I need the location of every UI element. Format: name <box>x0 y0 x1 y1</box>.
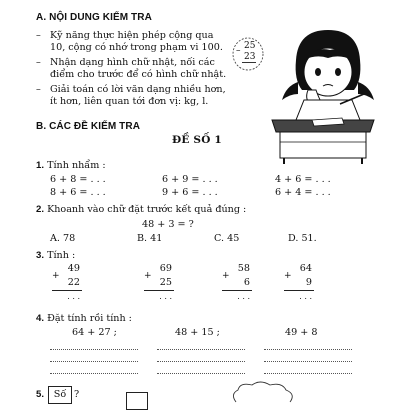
q2-problem: 48 + 3 = ? <box>142 219 194 230</box>
q4-answer-line-3b[interactable] <box>264 361 352 362</box>
q4-answer-line-1b[interactable] <box>50 361 138 362</box>
bullet-1-line2: 10, cộng có nhớ trong phạm vi 100. <box>50 42 223 53</box>
q3-column-2 <box>142 263 182 307</box>
q2-option-b[interactable]: B. 41 <box>137 233 163 244</box>
q3-1-bar <box>52 290 82 291</box>
q3-number: 3. <box>36 250 45 261</box>
q3-3-bar <box>222 290 252 291</box>
q2-option-d[interactable]: D. 51. <box>288 233 317 244</box>
q3-3-op: + <box>222 271 230 281</box>
q2-title <box>36 204 246 215</box>
side-calc-bar <box>242 62 256 63</box>
girl-at-desk-illustration <box>268 20 378 165</box>
q1-number: 1. <box>36 160 45 171</box>
q3-3-bottom: 6 <box>243 277 250 288</box>
q2-number: 2. <box>36 204 45 215</box>
bullet-2-line2: điểm cho trước để có hình chữ nhật. <box>50 69 227 80</box>
bullet-2-line1: Nhận dạng hình chữ nhật, nối các <box>50 57 215 68</box>
q3-column-1 <box>50 263 90 307</box>
q4-item-2: 48 + 15 ; <box>175 327 220 338</box>
q2-option-a[interactable]: A. 78 <box>50 233 76 244</box>
bullet-3-line1: Giải toán có lời văn dạng nhiều hơn, <box>50 84 226 95</box>
side-calc-op: – <box>236 46 241 56</box>
q4-title <box>36 313 132 324</box>
q4-answer-line-2a[interactable] <box>157 349 245 350</box>
q4-answer-line-1a[interactable] <box>50 349 138 350</box>
side-calc-top: 25 <box>244 41 256 51</box>
q1-item-3: 4 + 6 = . . . <box>275 174 331 185</box>
q2-option-c[interactable]: C. 45 <box>214 233 240 244</box>
q4-text: Đặt tính rồi tính : <box>47 313 132 324</box>
q3-2-top: 69 <box>159 263 172 274</box>
q3-1-bottom: 22 <box>67 277 80 288</box>
q3-column-4 <box>282 263 322 307</box>
q1-item-1: 6 + 8 = . . . <box>50 174 106 185</box>
q3-1-op: + <box>52 271 60 281</box>
q1-title <box>36 160 106 171</box>
q2-text: Khoanh vào chữ đặt trước kết quả đúng : <box>47 204 247 215</box>
q3-title <box>36 250 75 261</box>
q3-2-bar <box>144 290 174 291</box>
q1-item-5: 9 + 6 = . . . <box>162 187 218 198</box>
de-so-heading: ĐỀ SỐ 1 <box>172 134 222 146</box>
bullet-2: – Nhận dạng hình chữ nhật, nối các điểm cho trước để có hình chữ nhật. <box>36 57 227 80</box>
q3-2-op: + <box>144 271 152 281</box>
bullet-3: – Giải toán có lời văn dạng nhiều hơn, ít hơn, liên quan tới đơn vị: kg, l. <box>50 84 228 108</box>
q3-1-answer[interactable]: . . . <box>67 292 80 301</box>
q4-item-1: 64 + 27 ; <box>72 327 117 338</box>
side-calc-bottom: 23 <box>244 52 256 62</box>
q3-3-top: 58 <box>237 263 250 274</box>
q1-item-2: 6 + 9 = . . . <box>162 174 218 185</box>
q3-4-top: 64 <box>299 263 312 274</box>
section-a-title: A. NỘI DUNG KIỂM TRA <box>36 12 152 23</box>
q3-4-bar <box>284 290 314 291</box>
section-b-title: B. CÁC ĐỀ KIỂM TRA <box>36 121 141 132</box>
q3-text: Tính : <box>47 250 76 261</box>
q4-number: 4. <box>36 313 45 324</box>
q3-4-answer[interactable]: . . . <box>299 292 312 301</box>
q3-3-answer[interactable]: . . . <box>237 292 250 301</box>
q3-4-bottom: 9 <box>305 277 312 288</box>
q3-column-3 <box>220 263 260 307</box>
q5-so-box: Số <box>48 386 72 404</box>
bullet-1: – Kỹ năng thực hiện phép cộng qua 10, cộng có nhớ trong phạm vi 100. <box>50 30 228 54</box>
q4-answer-line-3c[interactable] <box>264 373 352 374</box>
q3-2-answer[interactable]: . . . <box>159 292 172 301</box>
q5-answer-box[interactable] <box>126 392 148 410</box>
side-calc-bubble <box>230 36 266 72</box>
q4-answer-line-2b[interactable] <box>157 361 245 362</box>
q3-1-top: 49 <box>67 263 80 274</box>
q1-item-6: 6 + 4 = . . . <box>275 187 331 198</box>
q4-answer-line-1c[interactable] <box>50 373 138 374</box>
q4-answer-line-2c[interactable] <box>157 373 245 374</box>
q5-cloud-shape <box>228 380 298 404</box>
bullet-3-line2: ít hơn, liên quan tới đơn vị: kg, l. <box>50 96 209 107</box>
q4-answer-line-3a[interactable] <box>264 349 352 350</box>
q5-number: 5. <box>36 389 45 400</box>
bullet-1-line1: Kỹ năng thực hiện phép cộng qua <box>50 30 214 41</box>
q1-item-4: 8 + 6 = . . . <box>50 187 106 198</box>
q5-question-mark: ? <box>74 389 80 400</box>
q3-2-bottom: 25 <box>159 277 172 288</box>
q5-title <box>36 389 44 400</box>
q1-text: Tính nhẩm : <box>47 160 106 171</box>
q4-item-3: 49 + 8 <box>285 327 318 338</box>
q3-4-op: + <box>284 271 292 281</box>
